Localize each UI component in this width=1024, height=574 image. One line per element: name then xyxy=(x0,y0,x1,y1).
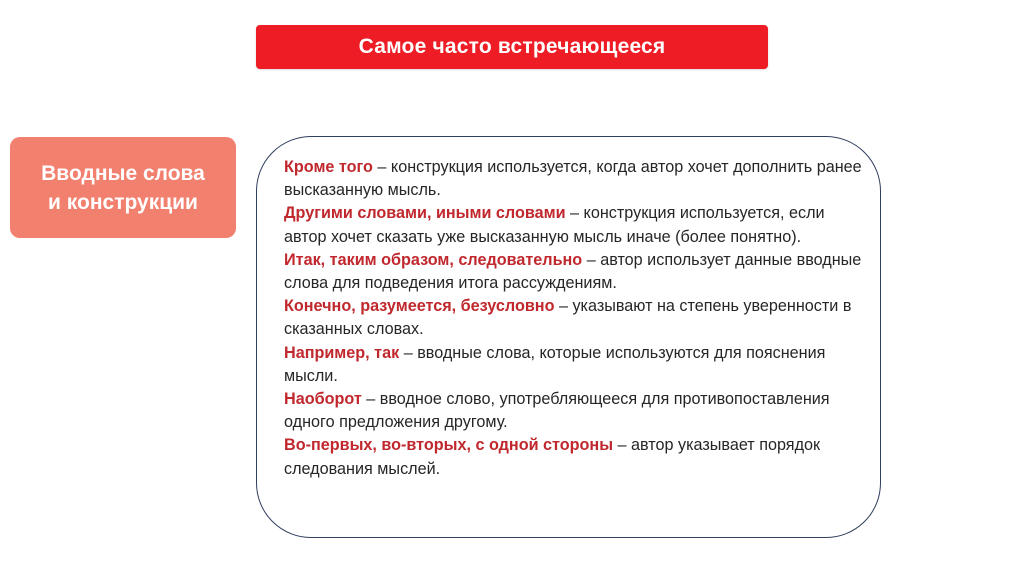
entry-desc: – автор указывает порядок следования мыслей. xyxy=(284,436,821,478)
entry-naprimer xyxy=(284,342,864,388)
slide-title: Самое часто встречающееся xyxy=(358,35,666,58)
entry-term: Итак, таким образом, следовательно xyxy=(284,250,583,269)
entry-desc: – вводные слова, которые используются для пояснения мысли. xyxy=(284,343,826,385)
entry-desc: – указывают на степень уверенности в сказанных словах. xyxy=(284,297,852,339)
entry-itak xyxy=(284,249,864,295)
entry-konechno xyxy=(284,295,864,341)
entry-desc: – автор использует данные вводные слова для подведения итога рассуждениям. xyxy=(284,250,862,293)
entry-naoborot xyxy=(284,388,864,434)
title-banner xyxy=(256,25,768,69)
side-label-line1: Вводные слова xyxy=(41,161,205,185)
entry-term: Например, так xyxy=(284,343,400,362)
entry-term: Во-первых, во-вторых, с одной стороны xyxy=(284,436,614,455)
entry-desc: – вводное слово, употребляющееся для противопоставления одного предложения другому. xyxy=(284,390,830,432)
entry-drugimi-slovami xyxy=(284,202,864,248)
entry-term: Наоборот xyxy=(284,390,362,409)
content-text xyxy=(284,156,864,481)
entry-vo-pervyh xyxy=(284,434,864,480)
entry-desc: – конструкция используется, если автор хочет сказать уже высказанную мысль иначе (более понятно). xyxy=(284,204,825,246)
side-label-box xyxy=(10,137,236,238)
side-label-line2: и конструкции xyxy=(48,190,198,214)
entry-desc: – конструкция используется, когда автор хочет дополнить ранее высказанную мысль. xyxy=(284,158,862,200)
entry-term: Конечно, разумеется, безусловно xyxy=(284,297,555,316)
entry-term: Кроме того xyxy=(284,158,373,176)
entry-krome-togo xyxy=(284,156,864,202)
entry-term: Другими словами, иными словами xyxy=(284,204,566,223)
